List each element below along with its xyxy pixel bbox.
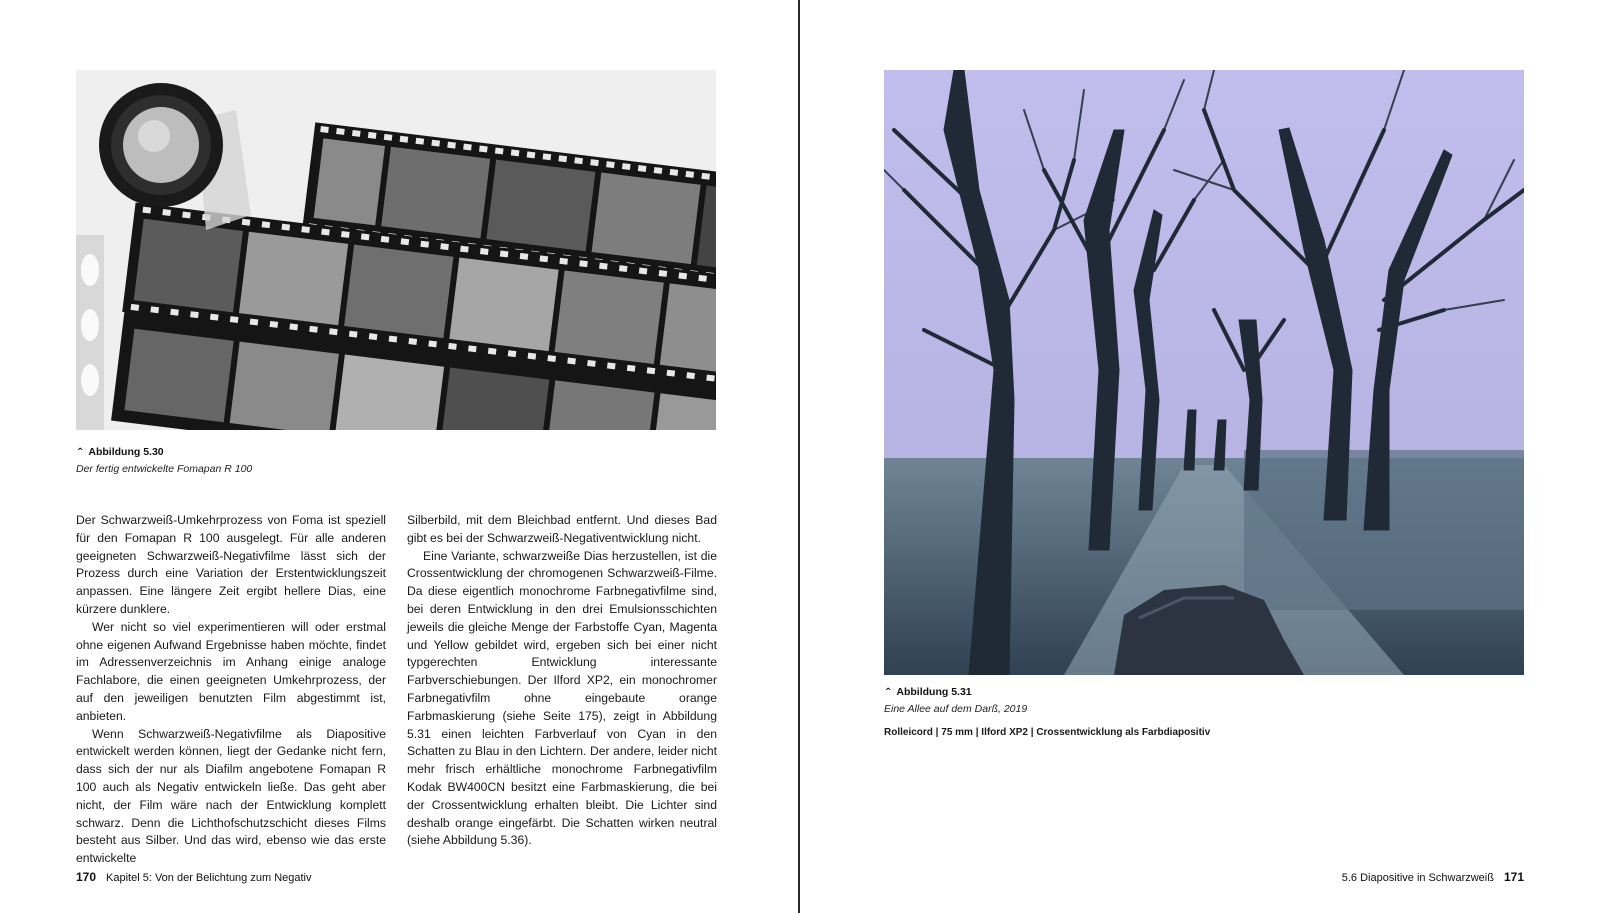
camera-settings: Rolleicord | 75 mm | Ilford XP2 | Crossentwicklung als Farbdiapositiv	[884, 727, 1211, 738]
paragraph: Silberbild, mit dem Bleichbad entfernt. Und dieses Bad gibt es bei der Schwarzweiß-Negativentwicklung nicht.	[407, 513, 717, 545]
paragraph: Eine Variante, schwarzweiße Dias herzustellen, ist die Crossentwicklung der chromogenen Schwarzweiß-Filme. Da diese eigentlich monochrome Farbnegativfilme sind, bei deren Entwicklung in den drei Emulsionsschichten jeweils die gleiche Menge der Farbstoffe Cyan, Magenta und Yellow gebildet wird, ergeben sich bei einer nicht typgerechten Entwicklung interessante Farbverschiebungen. Der Ilford XP2, ein monochromer Farbnegativfilm ohne eingebaute orange Farbmaskierung (siehe Seite 175), zeigt in Abbildung 5.31 einen leichten Farbverlauf von Cyan in den Schatten zu Blau in den Lichtern. Der andere, leider nicht mehr frisch erhältliche monochrome Farbnegativfilm Kodak BW400CN besitzt eine Farbmaskierung, die bei der Crossentwicklung erhalten bleibt. Die Lichter sind deshalb orange eingefärbt. Die Schatten wirken neutral (siehe Abbildung 5.36).	[407, 548, 717, 848]
double-chevron-up-icon: ⌃	[76, 447, 85, 458]
running-head: 5.6 Diapositive in Schwarzweiß	[1341, 872, 1494, 884]
figure-caption-5-30	[76, 444, 252, 477]
page-footer-left	[76, 870, 312, 884]
tree-avenue-illustration	[884, 70, 1524, 675]
film-strips-illustration	[76, 70, 716, 430]
page-number: 170	[76, 870, 97, 884]
page-footer-right	[1342, 870, 1524, 884]
page-number: 171	[1503, 870, 1524, 884]
body-column-1	[76, 512, 386, 868]
figure-label: Abbildung 5.30	[88, 446, 164, 458]
double-chevron-up-icon: ⌃	[884, 687, 893, 698]
paragraph: Der Schwarzweiß-Umkehrprozess von Foma ist speziell für den Fomapan R 100 ausgelegt. Für alle anderen geeigneten Schwarzweiß-Negativfilme lässt sich der Prozess durch eine Variation der Erstentwicklungszeit anpassen. Eine längere Zeit ergibt hellere Dias, eine kürzere dunklere.	[76, 513, 386, 616]
figure-label: Abbildung 5.31	[896, 686, 972, 698]
figure-caption-text: Der fertig entwickelte Fomapan R 100	[76, 463, 253, 475]
tree-avenue-photo	[884, 70, 1524, 675]
film-strips-photo	[76, 70, 716, 430]
figure-caption-5-31	[884, 684, 1524, 741]
running-head: Kapitel 5: Von der Belichtung zum Negativ	[106, 872, 312, 884]
left-page	[0, 0, 798, 913]
paragraph: Wenn Schwarzweiß-Negativfilme als Diapositive entwickelt werden können, liegt der Gedanke nicht fern, dass sich der nur als Diafilm angebotene Fomapan R 100 auch als Negativ entwickeln ließe. Das geht aber nicht, der Film wäre nach der Entwicklung komplett schwarz. Denn die Lichthofschutzschicht dieses Films besteht aus Silber. Und das wird, ebenso wie das erste entwickelte	[76, 726, 386, 866]
paragraph: Wer nicht so viel experimentieren will oder erstmal ohne eigenen Aufwand Ergebnisse haben möchte, findet im Adressenverzeichnis im Anhang einige analoge Fachlabore, die einen geeigneten Umkehrprozess, der auf den jeweiligen benutzten Film abgestimmt ist, anbieten.	[76, 619, 386, 723]
figure-caption-text: Eine Allee auf dem Darß, 2019	[884, 703, 1028, 715]
body-column-2	[407, 512, 717, 850]
